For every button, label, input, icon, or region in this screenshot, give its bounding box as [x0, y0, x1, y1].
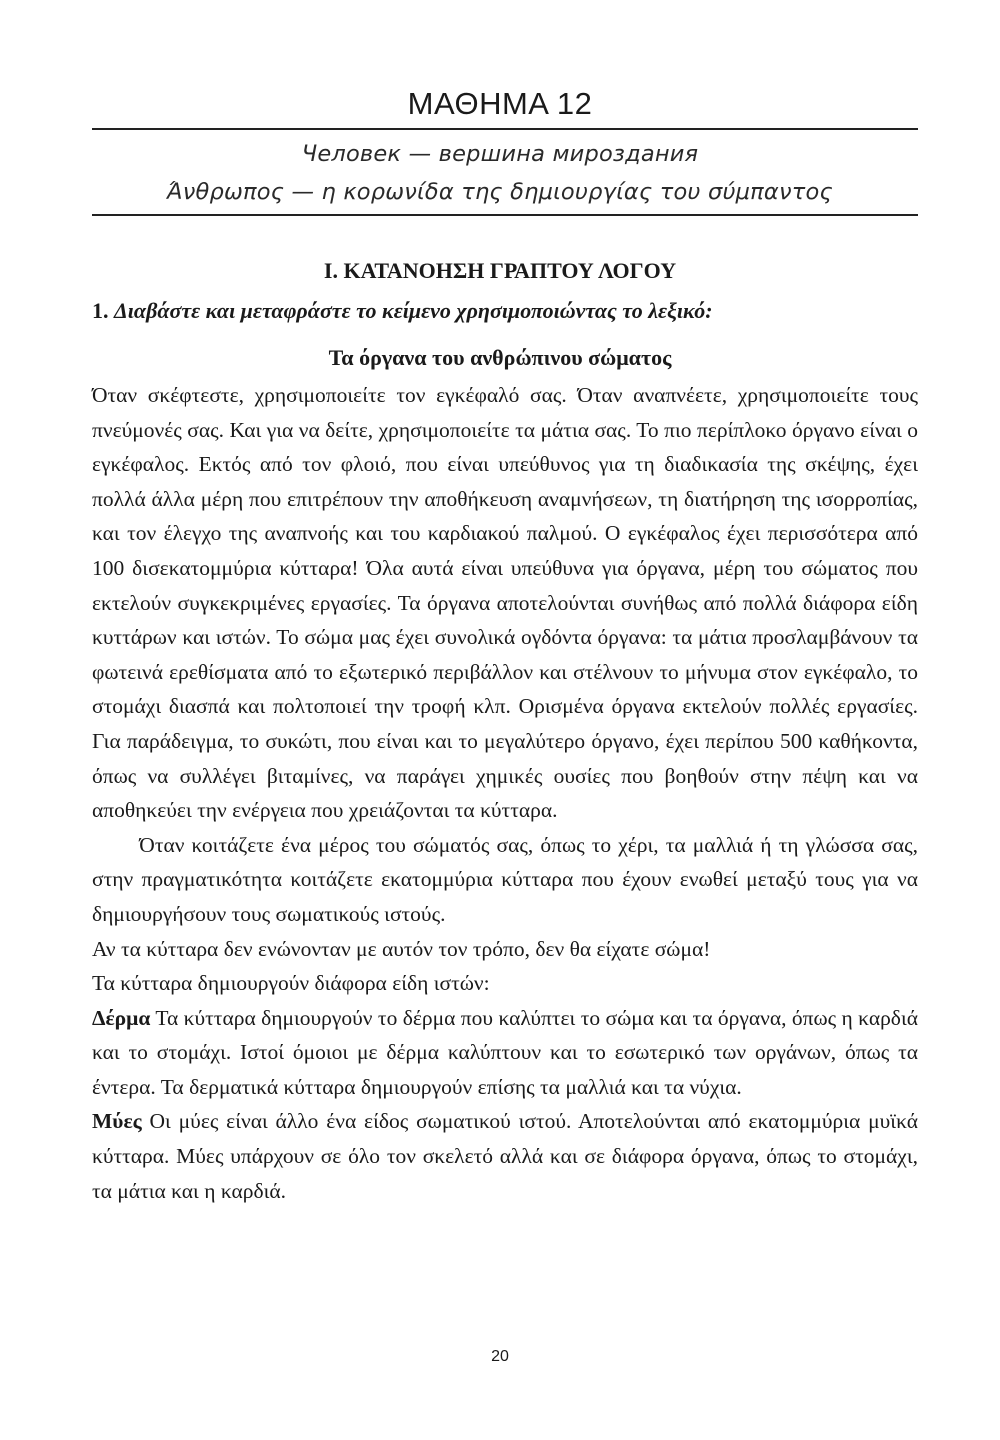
bottom-divider — [92, 214, 918, 216]
subtitle-russian: Человек — вершина мироздания — [301, 141, 699, 167]
skin-description: Τα κύτταρα δημιουργούν το δέρμα που καλύπτει το σώμα και τα όργανα, όπως η καρδιά και το στομάχι. Ιστοί όμοιοι με δέρμα καλύπτουν και το εσωτερικό των οργάνων, όπως τα έντερα. Τα δερματικά κύτταρα δημιουργούν επίσης τα μαλλιά και τα νύχια. — [92, 1005, 918, 1099]
subtitle-greek: Άνθρωπος — η κορωνίδα της δημιουργίας του σύμπαντος — [167, 179, 833, 205]
line-tissue-types: Τα κύτταρα δημιουργούν διάφορα είδη ιστών: — [92, 971, 490, 996]
exercise-instruction-text: Διαβάστε και μεταφράστε το κείμενο χρησιμοποιώντας το λεξικό: — [114, 298, 713, 323]
reading-body — [92, 378, 918, 1208]
page-number: 20 — [491, 1348, 509, 1365]
term-muscles: Μύες — [92, 1109, 142, 1134]
paragraph-organs: Όταν σκέφτεστε, χρησιμοποιείτε τον εγκέφαλό σας. Όταν αναπνέετε, χρησιμοποιείτε τους πνεύμονές σας. Και για να δείτε, χρησιμοποιείτε τα μάτια σας. Το πιο περίπλοκο όργανο είναι ο εγκέφαλος. Εκτός από τον φλοιό, που είναι υπεύθυνος για τη διαδικασία της σκέψης, έχει πολλά άλλα μέρη που επιτρέπουν την αποθήκευση αναμνήσεων, τη διατήρηση της ισορροπίας, και τον έλεγχο της αναπνοής και του καρδιακού παλμού. Ο εγκέφαλος έχει περισσότερα από 100 δισεκατομμύρια κύτταρα! Όλα αυτά είναι υπεύθυνα για όργανα, μέρη του σώματος που εκτελούν συγκεκριμένες εργασίες. Τα όργανα αποτελούνται συνήθως από πολλά διάφορα είδη κυττάρων και ιστών. Το σώμα μας έχει συνολικά ογδόντα όργανα: τα μάτια προσλαμβάνουν τα φωτεινά ερεθίσματα από το εξωτερικό περιβάλλον και στέλνουν το μήνυμα στον εγκέφαλο, το στομάχι διασπά και πολτοποιεί την τροφή κλπ. Ορισμένα όργανα εκτελούν πολλές εργασίες. Για παράδειγμα, το συκώτι, που είναι και το μεγαλύτερο όργανο, έχει περίπου 500 καθήκοντα, όπως να συλλέγει βιταμίνες, να παράγει χημικές ουσίες που βοηθούν στην πέψη και να αποθηκεύει την ενέργεια που χρειάζονται τα κύτταρα. — [92, 383, 918, 823]
paragraph-skin — [92, 1001, 918, 1105]
muscles-description: Οι μύες είναι άλλο ένα είδος σωματικού ιστού. Αποτελούνται από εκατομμύρια μυϊκά κύτταρα. Μύες υπάρχουν σε όλο τον σκελετό αλλά και σε διάφορα όργανα, όπως το στομάχι, τα μάτια και η καρδιά. — [92, 1109, 918, 1203]
reading-title: Τα όργανα του ανθρώπινου σώματος — [328, 345, 672, 370]
term-skin: Δέρμα — [92, 1005, 151, 1030]
section-heading: I. ΚΑΤΑΝΟΗΣΗ ΓΡΑΠΤΟΥ ΛΟΓΟΥ — [323, 258, 677, 283]
exercise-number: 1. — [92, 298, 109, 323]
line-if-cells: Αν τα κύτταρα δεν ενώνονταν με αυτόν τον τρόπο, δεν θα είχατε σώμα! — [92, 936, 711, 961]
paragraph-muscles — [92, 1104, 918, 1208]
top-divider — [92, 128, 918, 130]
lesson-title: ΜΑΘΗΜΑ 12 — [407, 86, 593, 121]
paragraph-cells: Όταν κοιτάζετε ένα μέρος του σώματός σας, όπως το χέρι, τα μαλλιά ή τη γλώσσα σας, στην πραγματικότητα κοιτάζετε εκατομμύρια κύτταρα που έχουν ενωθεί μεταξύ τους για να δημιουργήσουν τους σωματικούς ιστούς. — [92, 832, 918, 926]
exercise-instruction — [92, 296, 918, 326]
